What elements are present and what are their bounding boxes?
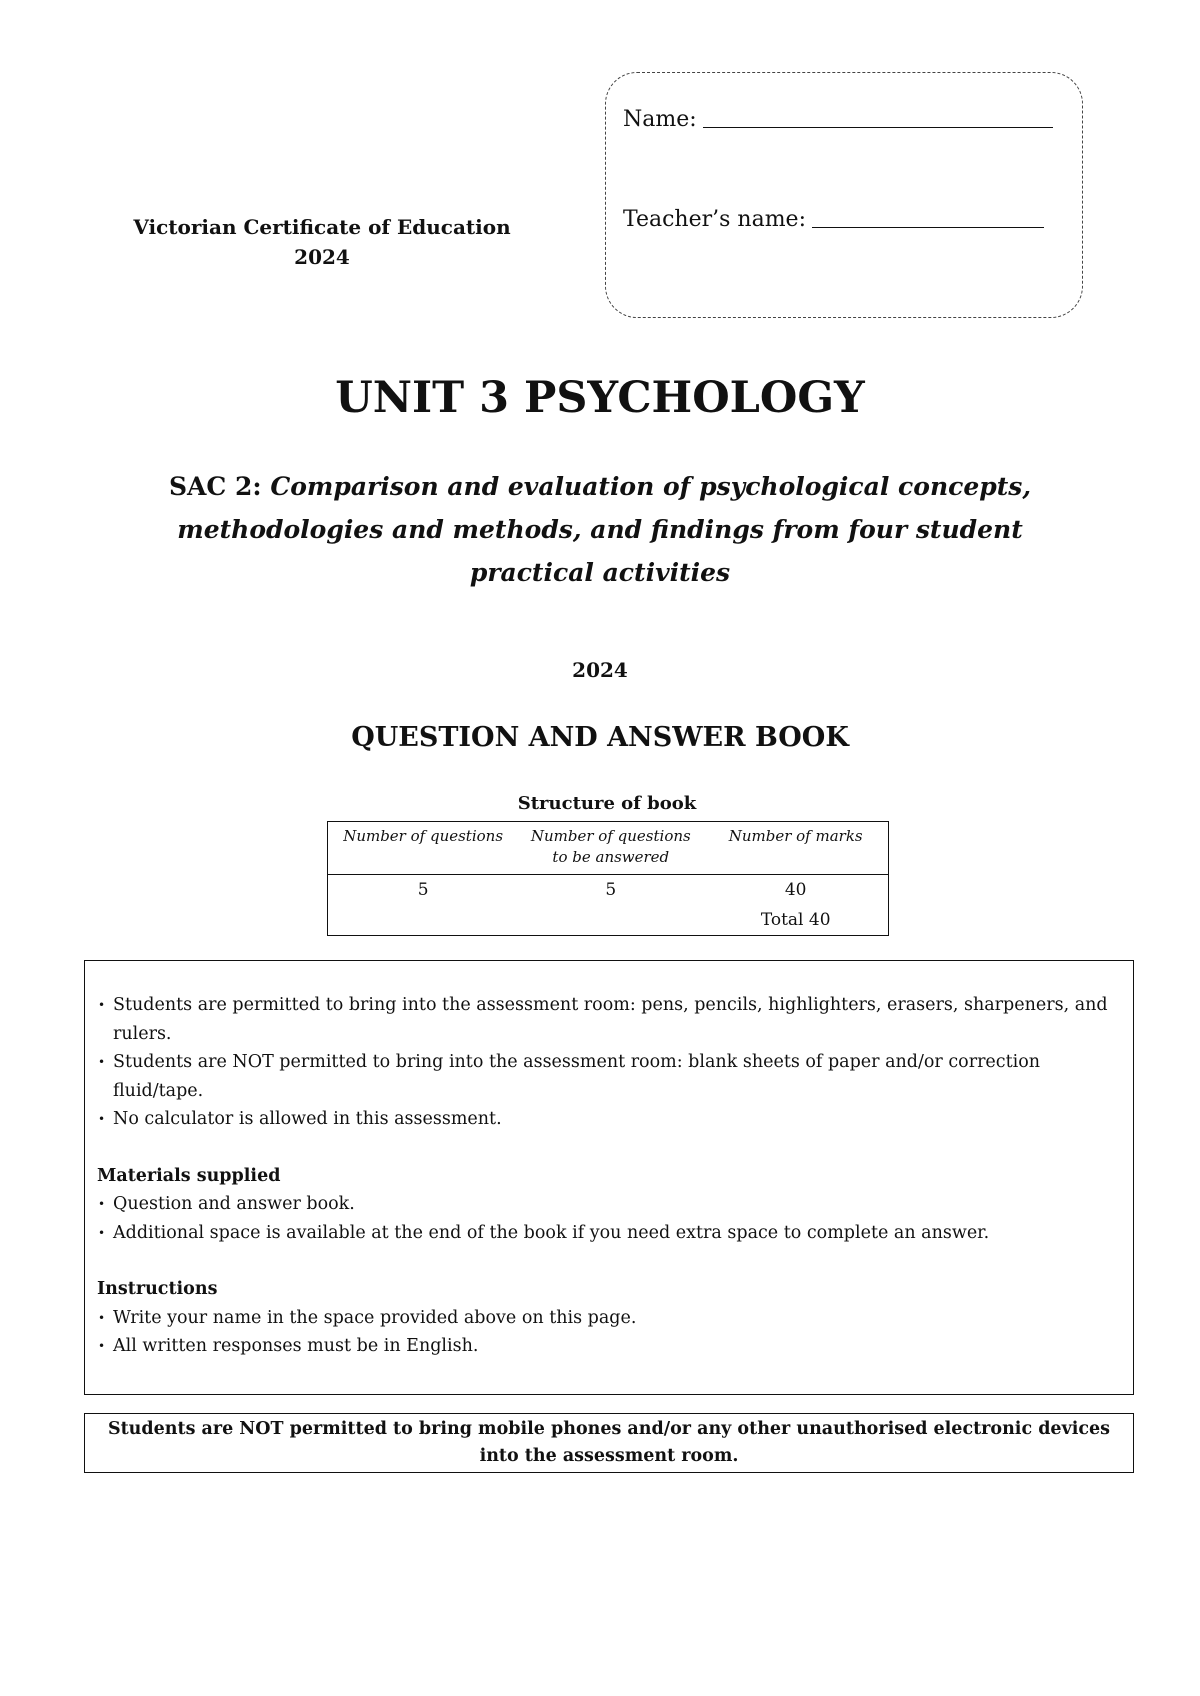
list-item: • Write your name in the space provided above on this page. — [97, 1304, 1121, 1333]
teacher-name-line[interactable] — [812, 207, 1044, 228]
exam-year: 2024 — [572, 658, 628, 682]
table-cell — [518, 905, 703, 936]
column-header: Number of questions to be answered — [518, 822, 703, 875]
certificate-name: Victorian Certificate of Education — [133, 215, 511, 239]
certificate-year: 2024 — [294, 245, 350, 269]
table-cell — [328, 905, 519, 936]
name-label: Name: — [623, 107, 697, 132]
page-title: UNIT 3 PSYCHOLOGY — [335, 373, 865, 423]
column-header: Number of questions — [328, 822, 519, 875]
list-item: • No calculator is allowed in this assessment. — [97, 1105, 1121, 1134]
list-item: • Question and answer book. — [97, 1190, 1121, 1219]
structure-caption: Structure of book — [517, 793, 697, 814]
instructions-list — [97, 1304, 1121, 1361]
name-line[interactable] — [703, 107, 1053, 128]
book-title: QUESTION AND ANSWER BOOK — [351, 722, 849, 753]
materials-list — [97, 1190, 1121, 1247]
table-total-row — [328, 905, 889, 936]
table-cell: 5 — [328, 875, 519, 906]
electronic-devices-warning: Students are NOT permitted to bring mobile phones and/or any other unauthorised electronic devices into the assessment room. — [84, 1413, 1134, 1473]
materials-heading: Materials supplied — [97, 1165, 281, 1186]
table-header-row — [328, 822, 889, 875]
sac-subtitle — [120, 465, 1080, 594]
structure-table — [327, 821, 889, 936]
assessment-rules-box — [84, 960, 1134, 1395]
sac-description: Comparison and evaluation of psychological concepts, methodologies and methods, and findings from four student practical activities — [177, 472, 1032, 587]
table-row — [328, 875, 889, 906]
sac-label: SAC 2: — [168, 472, 271, 501]
list-item: • Students are NOT permitted to bring into the assessment room: blank sheets of paper and/or correction fluid/tape. — [97, 1048, 1121, 1105]
table-cell: 40 — [703, 875, 888, 906]
list-item: • All written responses must be in English. — [97, 1332, 1121, 1361]
list-item: • Students are permitted to bring into the assessment room: pens, pencils, highlighters, erasers, sharpeners, and rulers. — [97, 991, 1121, 1048]
total-marks: Total 40 — [703, 905, 888, 936]
name-field[interactable] — [623, 107, 1053, 132]
table-cell: 5 — [605, 879, 617, 900]
column-header: Number of marks — [703, 822, 888, 875]
certificate-header — [112, 212, 532, 272]
instructions-heading: Instructions — [97, 1279, 218, 1299]
list-item: • Additional space is available at the end of the book if you need extra space to complete an answer. — [97, 1219, 1121, 1248]
teacher-name-label: Teacher’s name: — [623, 207, 806, 232]
permitted-items-list — [97, 991, 1121, 1134]
student-details-box — [605, 72, 1083, 318]
teacher-name-field[interactable] — [623, 207, 1044, 232]
